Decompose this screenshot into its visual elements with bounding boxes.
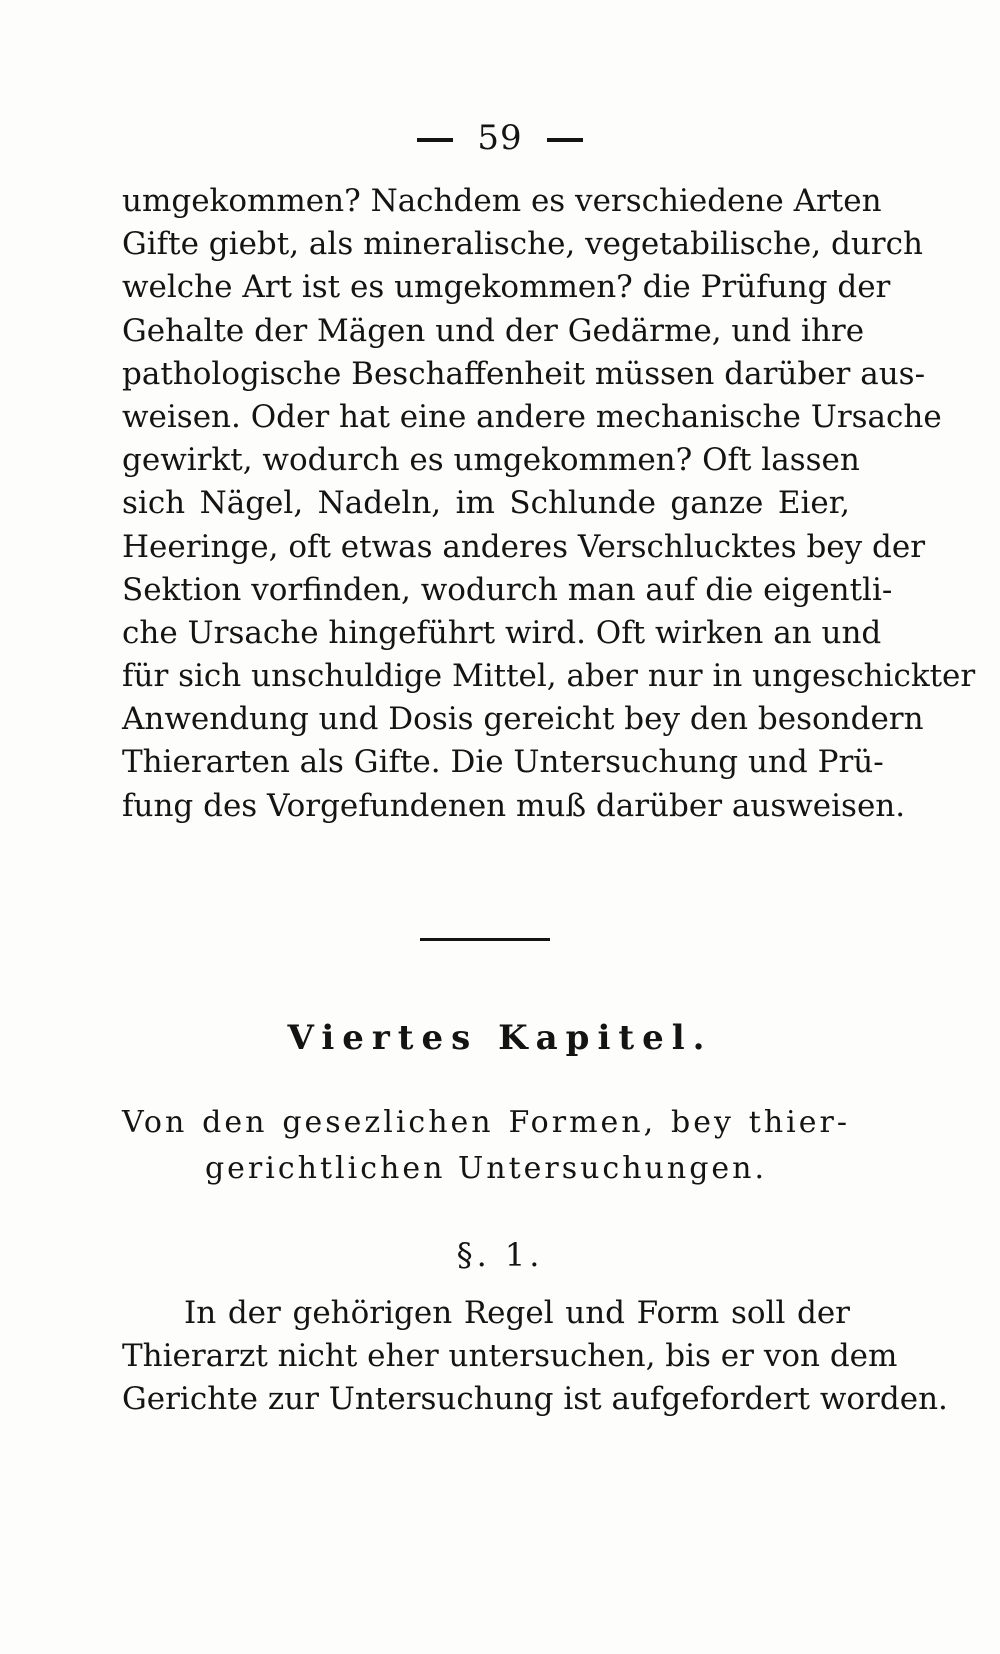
text-line: Sektion vorfinden, wodurch man auf die eigentli- xyxy=(122,571,893,608)
text-line: In der gehörigen Regel und Form soll der xyxy=(184,1295,850,1331)
right-dash xyxy=(547,138,583,142)
text-line: fung des Vorgefundenen muß darüber ausweisen. xyxy=(122,787,906,824)
page-number-header xyxy=(0,118,1000,158)
text-line: welche Art ist es umgekommen? die Prüfung der xyxy=(122,269,891,306)
text-line: che Ursache hingeführt wird. Oft wirken an und xyxy=(122,614,882,651)
chapter-subtitle xyxy=(122,1100,850,1192)
text-line: für sich unschuldige Mittel, aber nur in ungeschickter xyxy=(122,658,976,695)
chapter-title: Viertes Kapitel. xyxy=(287,1018,713,1058)
text-line: Heeringe, oft etwas anderes Verschlucktes bey der xyxy=(122,528,926,565)
section-paragraph xyxy=(122,1292,948,1422)
text-line: Thierarten als Gifte. Die Untersuchung und Prü- xyxy=(122,744,884,781)
page-number: 59 xyxy=(477,118,523,158)
section-divider xyxy=(420,938,550,941)
section-heading: §. 1. xyxy=(456,1236,544,1274)
text-line: gewirkt, wodurch es umgekommen? Oft lassen xyxy=(122,442,860,479)
text-line: pathologische Beschaffenheit müssen darüber aus- xyxy=(122,355,926,392)
left-dash xyxy=(417,138,453,142)
text-line: sich Nägel, Nadeln, im Schlunde ganze Eier, xyxy=(122,485,850,522)
text-line: Gehalte der Mägen und der Gedärme, und ihre xyxy=(122,312,865,349)
body-paragraph xyxy=(122,180,976,828)
chapter-subtitle-line: Von den gesezlichen Formen, bey thier- xyxy=(122,1105,850,1140)
text-line: Anwendung und Dosis gereicht bey den besondern xyxy=(122,701,924,738)
text-line: Gifte giebt, als mineralische, vegetabilische, durch xyxy=(122,226,923,263)
text-line: umgekommen? Nachdem es verschiedene Arten xyxy=(122,183,882,219)
text-line: Thierarzt nicht eher untersuchen, bis er von dem xyxy=(122,1338,898,1375)
text-line: Gerichte zur Untersuchung ist aufgefordert worden. xyxy=(122,1381,948,1418)
text-line: weisen. Oder hat eine andere mechanische Ursache xyxy=(122,398,942,435)
chapter-subtitle-line: gerichtlichen Untersuchungen. xyxy=(204,1151,768,1186)
